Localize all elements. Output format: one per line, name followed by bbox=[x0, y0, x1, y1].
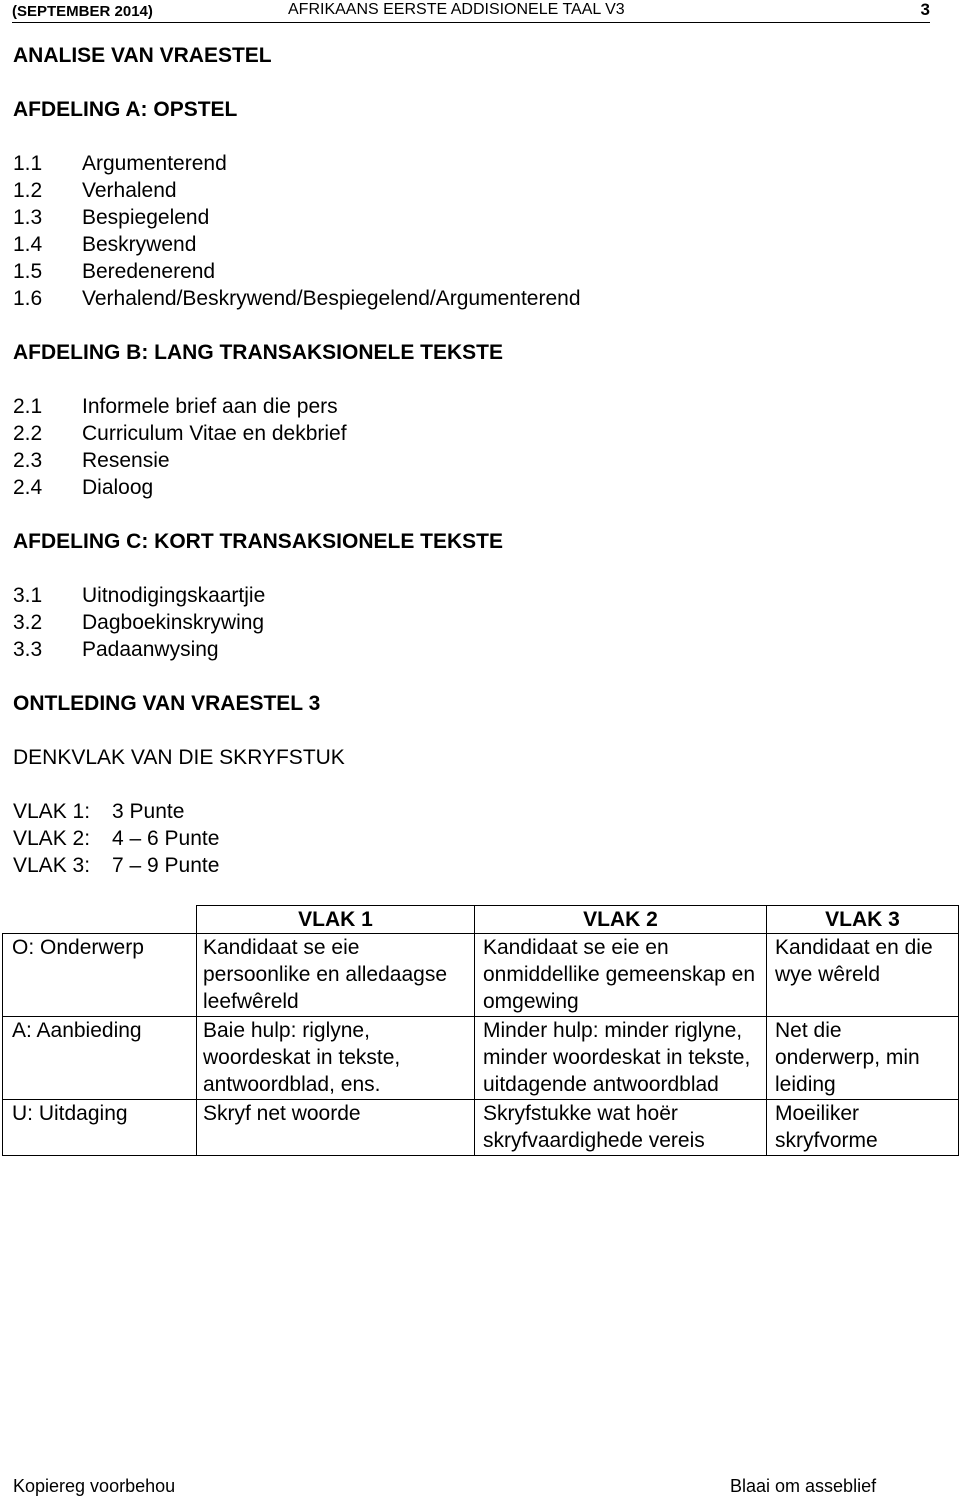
item-text: Verhalend bbox=[82, 179, 177, 202]
list-item bbox=[13, 285, 581, 312]
vlak-value: 7 – 9 Punte bbox=[112, 854, 220, 877]
item-text: Padaanwysing bbox=[82, 638, 219, 661]
item-number: 1.4 bbox=[13, 233, 43, 256]
list-item bbox=[13, 447, 347, 474]
item-text: Beredenerend bbox=[82, 260, 216, 283]
header-page-number: 3 bbox=[920, 0, 930, 19]
section-c-list bbox=[13, 582, 265, 663]
table-header-vlak-2: VLAK 2 bbox=[475, 906, 767, 934]
table-cell: Kandidaat se eie persoonlike en alledaagse leefwêreld bbox=[197, 934, 475, 1017]
list-item bbox=[13, 636, 265, 663]
vlak-table bbox=[2, 905, 959, 1156]
item-number: 2.3 bbox=[13, 449, 43, 472]
section-a-list bbox=[13, 150, 581, 312]
item-text: Informele brief aan die pers bbox=[82, 395, 338, 418]
item-number: 1.3 bbox=[13, 206, 43, 229]
list-item bbox=[13, 204, 581, 231]
item-number: 1.2 bbox=[13, 179, 43, 202]
table-row-label: A: Aanbieding bbox=[3, 1017, 197, 1100]
item-text: Beskrywend bbox=[82, 233, 197, 256]
table-corner-cell bbox=[3, 906, 197, 934]
table-cell: Kandidaat en die wye wêreld bbox=[767, 934, 959, 1017]
table-row bbox=[3, 1100, 959, 1156]
item-text: Bespiegelend bbox=[82, 206, 210, 229]
table-cell: Minder hulp: minder riglyne, minder woordeskat in tekste, uitdagende antwoordblad bbox=[475, 1017, 767, 1100]
vlak-row bbox=[13, 852, 219, 879]
list-item bbox=[13, 609, 265, 636]
item-number: 1.5 bbox=[13, 260, 43, 283]
header-date: (SEPTEMBER 2014) bbox=[12, 3, 153, 20]
section-a-heading: AFDELING A: OPSTEL bbox=[13, 98, 238, 121]
table-header-vlak-1: VLAK 1 bbox=[197, 906, 475, 934]
list-item bbox=[13, 258, 581, 285]
item-text: Resensie bbox=[82, 449, 170, 472]
list-item bbox=[13, 393, 347, 420]
section-b-list bbox=[13, 393, 347, 501]
page-header bbox=[12, 0, 930, 23]
footer-copyright: Kopiereg voorbehou bbox=[13, 1476, 176, 1496]
item-number: 3.3 bbox=[13, 638, 43, 661]
section-c-heading: AFDELING C: KORT TRANSAKSIONELE TEKSTE bbox=[13, 530, 504, 553]
table-cell: Skryfstukke wat hoër skryfvaardighede vereis bbox=[475, 1100, 767, 1156]
list-item bbox=[13, 150, 581, 177]
item-number: 3.1 bbox=[13, 584, 43, 607]
table-cell: Moeiliker skryfvorme bbox=[767, 1100, 959, 1156]
list-item bbox=[13, 231, 581, 258]
item-text: Argumenterend bbox=[82, 152, 227, 175]
item-text: Dagboekinskrywing bbox=[82, 611, 265, 634]
list-item bbox=[13, 474, 347, 501]
item-number: 1.6 bbox=[13, 287, 43, 310]
table-cell: Net die onderwerp, min leiding bbox=[767, 1017, 959, 1100]
item-text: Curriculum Vitae en dekbrief bbox=[82, 422, 347, 445]
vlak-value: 3 Punte bbox=[112, 800, 185, 823]
table-header-row bbox=[3, 906, 959, 934]
vlak-label: VLAK 1: bbox=[13, 800, 91, 823]
list-item bbox=[13, 582, 265, 609]
list-item bbox=[13, 420, 347, 447]
denkvlak-title: DENKVLAK VAN DIE SKRYFSTUK bbox=[13, 746, 345, 769]
vlak-row bbox=[13, 798, 219, 825]
section-b-heading: AFDELING B: LANG TRANSAKSIONELE TEKSTE bbox=[13, 341, 504, 364]
table-row bbox=[3, 934, 959, 1017]
footer-turn-page: Blaai om asseblief bbox=[730, 1476, 877, 1496]
vlak-value: 4 – 6 Punte bbox=[112, 827, 220, 850]
item-number: 2.4 bbox=[13, 476, 43, 499]
item-number: 2.2 bbox=[13, 422, 43, 445]
header-subject: AFRIKAANS EERSTE ADDISIONELE TAAL V3 bbox=[288, 1, 625, 18]
list-item bbox=[13, 177, 581, 204]
table-row-label: O: Onderwerp bbox=[3, 934, 197, 1017]
item-number: 1.1 bbox=[13, 152, 43, 175]
analise-title: ANALISE VAN VRAESTEL bbox=[13, 44, 272, 67]
item-text: Dialoog bbox=[82, 476, 154, 499]
vlak-row bbox=[13, 825, 219, 852]
table-row bbox=[3, 1017, 959, 1100]
item-text: Verhalend/Beskrywend/Bespiegelend/Argumenterend bbox=[82, 287, 581, 310]
vlak-label: VLAK 3: bbox=[13, 854, 91, 877]
item-number: 3.2 bbox=[13, 611, 43, 634]
table-cell: Baie hulp: riglyne, woordeskat in tekste, antwoordblad, ens. bbox=[197, 1017, 475, 1100]
item-number: 2.1 bbox=[13, 395, 43, 418]
item-text: Uitnodigingskaartjie bbox=[82, 584, 266, 607]
table-cell: Kandidaat se eie en onmiddellike gemeenskap en omgewing bbox=[475, 934, 767, 1017]
table-cell: Skryf net woorde bbox=[197, 1100, 475, 1156]
vlak-list bbox=[13, 798, 219, 879]
table-row-label: U: Uitdaging bbox=[3, 1100, 197, 1156]
table-header-vlak-3: VLAK 3 bbox=[767, 906, 959, 934]
vlak-label: VLAK 2: bbox=[13, 827, 91, 850]
ontleding-title: ONTLEDING VAN VRAESTEL 3 bbox=[13, 692, 321, 715]
